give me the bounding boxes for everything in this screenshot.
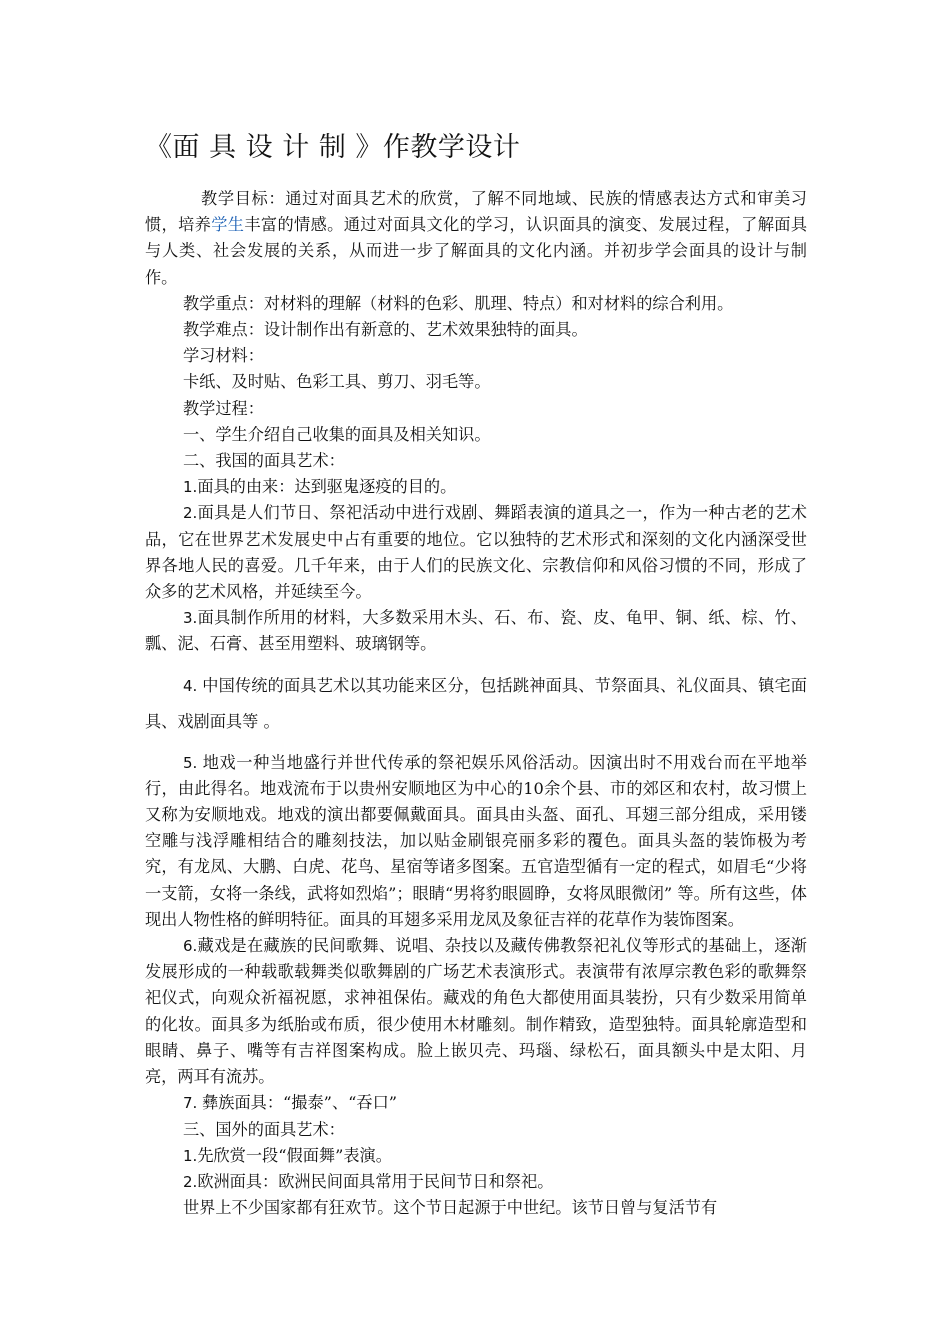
process-heading: 教学过程：: [183, 398, 264, 418]
item-number: 2.: [183, 504, 198, 523]
chinese-mask-item-1: [145, 474, 807, 500]
page-title: 《面 具 设 计 制 》作教学设计: [145, 132, 521, 163]
item-number: 5.: [183, 753, 203, 772]
item-number: 6.: [183, 937, 198, 956]
objective-text-2: 丰富的情感。通过对面具文化的学习，认识面具的演变、发展过程，了解面具与人类、社会发展的关系，从而进一步了解面具的文化内涵。并初步学会面具的设计与制作。: [145, 215, 808, 287]
objective-text-1: 教学目标：通过对面具艺术的欣赏，了解不同地域、民族的情感表达方式和审美习惯，培养: [145, 189, 807, 235]
chinese-mask-item-6: [145, 933, 807, 1090]
carnival-paragraph: 世界上不少国家都有狂欢节。这个节日起源于中世纪。该节日曾与复活节有: [183, 1198, 718, 1218]
item-number: 4.: [183, 676, 203, 695]
chinese-mask-item-3: [145, 605, 807, 657]
chinese-mask-item-5: [145, 750, 807, 933]
item-text: 中国传统的面具艺术以其功能来区分，包括跳神面具、节祭面具、礼仪面具、镇宅面具、戏剧面具等 。: [145, 675, 807, 731]
chinese-mask-item-7: [145, 1090, 807, 1116]
process-step-3: 三、国外的面具艺术：: [183, 1119, 345, 1139]
teaching-difficulty: 教学难点：设计制作出有新意的、艺术效果独特的面具。: [183, 320, 588, 340]
document-body: [145, 186, 807, 1221]
item-text: 彝族面具：“撮泰”、“吞口”: [202, 1093, 398, 1113]
materials-heading: 学习材料：: [183, 346, 264, 366]
item-text: 藏戏是在藏族的民间歌舞、说唱、杂技以及藏传佛教祭祀礼仪等形式的基础上，逐渐发展形成的一种载歌载舞类似歌舞剧的广场艺术表演形式。表演带有浓厚宗教色彩的歌舞祭祀仪式，向观众祈福祝愿，求神祖保佑。藏戏的角色大都使用面具装扮，只有少数采用简单的化妆。面具多为纸胎或布质，很少使用木材雕刻。制作精致，造型独特。面具轮廓造型和眼睛、鼻子、嘴等有吉祥图案构成。脸上嵌贝壳、玛瑙、绿松石，面具额头中是太阳、月亮，两耳有流苏。: [145, 936, 807, 1087]
foreign-mask-item-2: [145, 1169, 807, 1195]
chinese-mask-item-2: [145, 500, 807, 605]
item-text: 欧洲面具：欧洲民间面具常用于民间节日和祭祀。: [197, 1171, 554, 1191]
item-text: 面具是人们节日、祭祀活动中进行戏剧、舞蹈表演的道具之一，作为一种古老的艺术品，它在世界艺术发展史中占有重要的地位。它以独特的艺术形式和深刻的文化内涵深受世界各地人民的喜爱。几千年来，由于人们的民族文化、宗教信仰和风俗习惯的不同，形成了众多的艺术风格，并延续至今。: [145, 503, 807, 602]
process-step-1: 一、学生介绍自己收集的面具及相关知识。: [183, 424, 491, 444]
item-number: 3.: [183, 609, 198, 628]
teaching-focus: 教学重点：对材料的理解（材料的色彩、肌理、特点）和对材料的综合利用。: [183, 293, 734, 313]
process-step-2: 二、我国的面具艺术：: [183, 451, 345, 471]
item-number: 1.: [183, 1146, 198, 1165]
item-text: 先欣赏一段“假面舞”表演。: [197, 1145, 392, 1165]
item-text: 地戏一种当地盛行并世代传承的祭祀娱乐风俗活动。因演出时不用戏台而在平地举行，由此得名。地戏流布于以贵州安顺地区为中心的10余个县、市的郊区和农村，故习惯上又称为安顺地戏。地戏的演出都要佩戴面具。面具由头盔、面孔、耳翅三部分组成，采用镂空雕与浅浮雕相结合的雕刻技法，加以贴金刷银亮丽多彩的覆色。面具头盔的装饰极为考究，有龙凤、大鹏、白虎、花鸟、星宿等诸多图案。五官造型循有一定的程式，如眉毛“少将一支箭，女将一条线，武将如烈焰”；眼睛“男将豹眼圆睁，女将凤眼微闭” 等。所有这些，体现出人物性格的鲜明特征。面具的耳翅多采用龙凤及象征吉祥的花草作为装饰图案。: [145, 752, 807, 929]
item-text: 面具的由来：达到驱鬼逐疫的目的。: [197, 477, 457, 497]
students-link[interactable]: 学生: [211, 215, 245, 235]
foreign-mask-item-1: [145, 1143, 807, 1169]
item-number: 2.: [183, 1172, 198, 1191]
item-number: 1.: [183, 478, 198, 497]
item-text: 面具制作所用的材料，大多数采用木头、石、布、瓷、皮、龟甲、铜、纸、棕、竹、瓢、泥、石膏、甚至用塑料、玻璃钢等。: [145, 608, 807, 654]
teaching-objective: [145, 186, 807, 291]
materials-list: 卡纸、及时贴、色彩工具、剪刀、羽毛等。: [183, 372, 491, 392]
item-number: 7.: [183, 1094, 203, 1113]
chinese-mask-item-4: [145, 668, 807, 740]
